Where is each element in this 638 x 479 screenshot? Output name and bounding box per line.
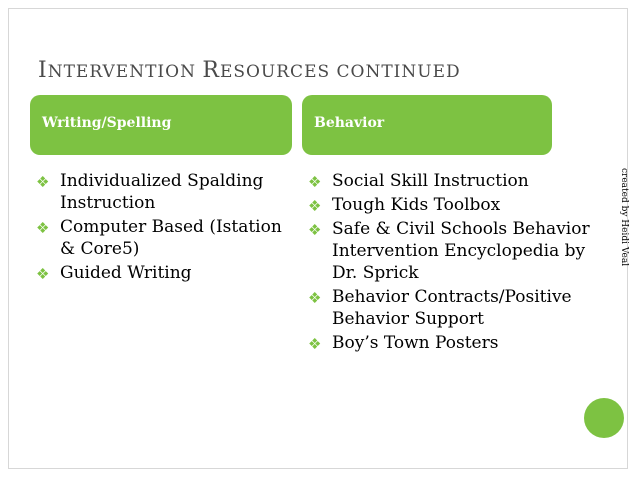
behavior-header-label: Behavior [314,115,385,131]
list-item-text: Safe & Civil Schools Behavior Intervention Encyclopedia by Dr. Sprick [332,219,590,283]
writing-spelling-list [36,170,286,286]
checkbox-bullet-icon: ❖ [308,221,322,239]
checkbox-bullet-icon: ❖ [308,289,322,307]
writing-spelling-header-label: Writing/Spelling [42,115,172,131]
list-item-text: Social Skill Instruction [332,171,529,191]
list-item [36,216,286,260]
list-item-text: Guided Writing [60,263,192,283]
list-item [308,170,598,192]
behavior-list [308,170,598,356]
title-part-2: ESOURCES CONTINUED [219,62,461,82]
decorative-circle [584,398,624,438]
writing-spelling-header [30,95,292,155]
list-item-text: Computer Based (Istation & Core5) [60,217,282,259]
list-item-text: Tough Kids Toolbox [332,195,501,215]
list-item-text: Individualized Spalding Instruction [60,171,264,213]
list-item [36,170,286,214]
list-item [308,332,598,354]
title-initial-2: R [202,58,220,83]
checkbox-bullet-icon: ❖ [308,335,322,353]
list-item-text: Behavior Contracts/Positive Behavior Support [332,287,572,329]
title-initial-1: I [38,58,48,83]
checkbox-bullet-icon: ❖ [36,219,50,237]
list-item [36,262,286,284]
list-item-text: Boy’s Town Posters [332,333,499,353]
checkbox-bullet-icon: ❖ [308,197,322,215]
slide-title [38,58,461,83]
title-part-1: NTERVENTION [47,62,203,82]
checkbox-bullet-icon: ❖ [36,173,50,191]
checkbox-bullet-icon: ❖ [36,265,50,283]
author-credit: created by Heidi Veal [619,168,629,267]
behavior-header [302,95,552,155]
list-item [308,286,598,330]
list-item [308,218,598,284]
list-item [308,194,598,216]
checkbox-bullet-icon: ❖ [308,173,322,191]
